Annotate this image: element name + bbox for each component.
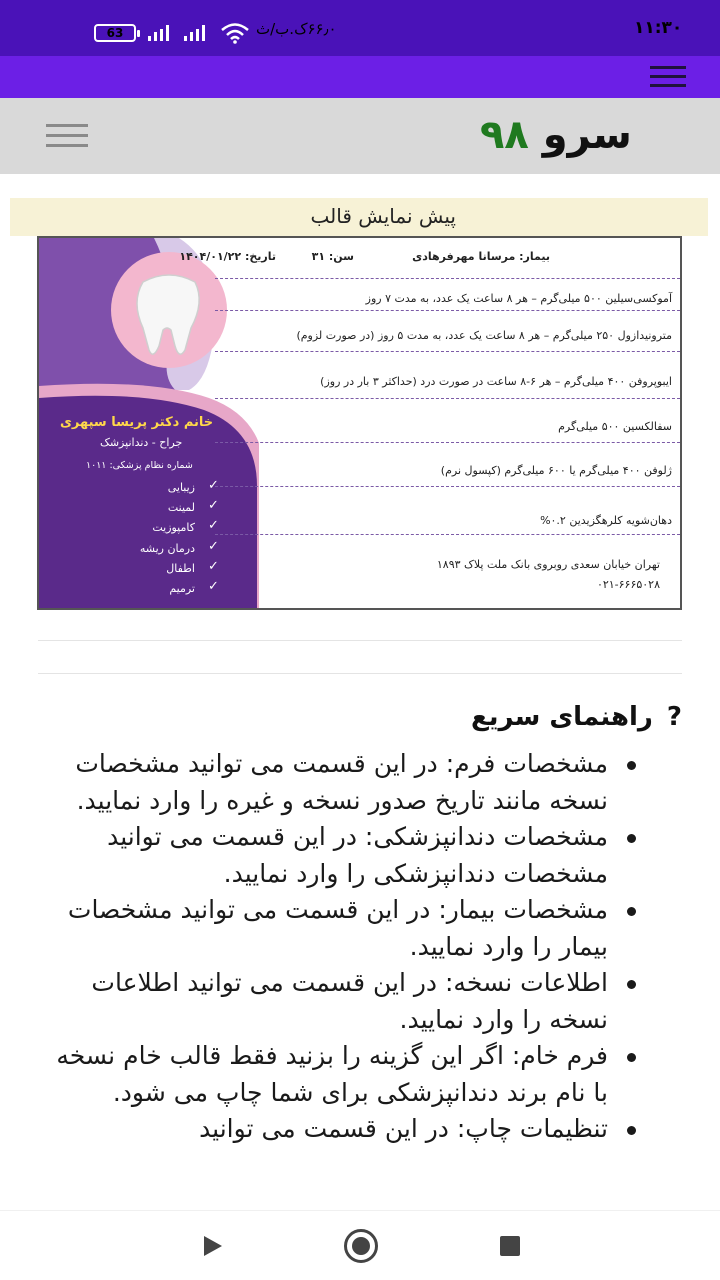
clinic-address: تهران خیابان سعدی روبروی بانک ملت پلاک ۱۸۹۳ — [436, 558, 660, 571]
doctor-name: خانم دکتر پریسا سپهری — [60, 415, 214, 430]
date-label: تاریخ: ۱۴۰۴/۰۱/۲۲ — [179, 250, 276, 263]
check-icon: ✓ — [208, 478, 219, 493]
guide-item: مشخصات بیمار: در این قسمت می توانید مشخصات بیمار را وارد نمایید. — [48, 892, 638, 965]
service-item: ترمیم — [169, 582, 195, 595]
preview-title: پیش نمایش قالب — [310, 204, 456, 228]
service-item: کامپوزیت — [152, 521, 195, 534]
rx-item: آموکسی‌سیلین ۵۰۰ میلی‌گرم – هر ۸ ساعت یک عدد، به مدت ۷ روز — [365, 292, 672, 305]
rx-item: مترونیدازول ۲۵۰ میلی‌گرم – هر ۸ ساعت یک عدد، به مدت ۵ روز (در صورت لزوم) — [296, 329, 672, 342]
check-icon: ✓ — [208, 498, 219, 513]
guide-item: مشخصات دندانپزشکی: در این قسمت می توانید مشخصات دندانپزشکی را وارد نمایید. — [48, 819, 638, 892]
rx-divider — [215, 442, 680, 443]
rx-divider — [215, 310, 680, 311]
logo-word: سرو — [542, 112, 632, 158]
section-divider — [38, 673, 682, 674]
rx-divider — [215, 486, 680, 487]
check-icon: ✓ — [208, 579, 219, 594]
network-speed: ۶۶٫۰ک.ب/ث — [256, 20, 337, 38]
logo-number: ۹۸ — [480, 112, 529, 158]
recent-apps-icon[interactable] — [500, 1236, 520, 1256]
rx-divider — [215, 278, 680, 279]
check-icon: ✓ — [208, 559, 219, 574]
rx-divider — [215, 398, 680, 399]
guide-item: مشخصات فرم: در این قسمت می توانید مشخصات نسخه مانند تاریخ صدور نسخه و غیره را وارد نمایید. — [48, 746, 638, 819]
service-item: لمینت — [167, 501, 195, 514]
back-icon[interactable] — [204, 1236, 222, 1256]
rx-divider — [215, 534, 680, 535]
rx-divider — [215, 351, 680, 352]
site-menu-icon[interactable] — [46, 124, 88, 148]
service-item: زیبایی — [167, 481, 195, 494]
check-icon: ✓ — [208, 518, 219, 533]
check-icon: ✓ — [208, 539, 219, 554]
patient-label: بیمار: مرسانا مهرفرهادی — [412, 250, 550, 263]
app-menu-icon[interactable] — [650, 66, 686, 88]
doctor-specialty: جراح - دندانپزشک — [100, 436, 183, 449]
guide-item: تنظیمات چاپ: در این قسمت می توانید — [48, 1111, 638, 1148]
signal-icon-1 — [148, 25, 172, 41]
signal-icon-2 — [184, 25, 208, 41]
rx-item: دهان‌شویه کلرهگزیدین ۰.۲% — [540, 514, 672, 527]
clock: ۱۱:۳۰ — [634, 18, 683, 38]
doctor-registration: شماره نظام پزشکی: ۱۰۱۱ — [86, 460, 193, 471]
app-bar — [0, 56, 720, 98]
rx-item: ژلوفن ۴۰۰ میلی‌گرم یا ۶۰۰ میلی‌گرم (کپسول نرم) — [440, 464, 672, 477]
service-item: درمان ریشه — [139, 542, 195, 555]
rx-item: سفالکسین ۵۰۰ میلی‌گرم — [558, 420, 672, 433]
home-icon[interactable] — [344, 1229, 378, 1263]
guide-item: فرم خام: اگر این گزینه را بزنید فقط قالب خام نسخه با نام برند دندانپزشکی برای شما چاپ می شود. — [48, 1038, 638, 1111]
guide-item: اطلاعات نسخه: در این قسمت می توانید اطلاعات نسخه را وارد نمایید. — [48, 965, 638, 1038]
site-logo[interactable] — [480, 112, 632, 158]
battery-icon: 63 — [94, 24, 136, 42]
rx-item: ایبوپروفن ۴۰۰ میلی‌گرم – هر ۶-۸ ساعت در صورت درد (حداکثر ۳ بار در روز) — [320, 375, 672, 388]
service-item: اطفال — [166, 562, 195, 575]
guide-list — [48, 746, 638, 1148]
wifi-icon — [220, 22, 250, 44]
clinic-phone: ۰۲۱-۶۶۶۵۰۲۸ — [596, 578, 660, 591]
age-label: سن: ۳۱ — [311, 250, 354, 263]
section-divider — [38, 640, 682, 641]
guide-title: راهنمای سریع — [471, 702, 653, 732]
help-icon: ? — [666, 702, 682, 732]
guide-heading — [471, 702, 682, 732]
